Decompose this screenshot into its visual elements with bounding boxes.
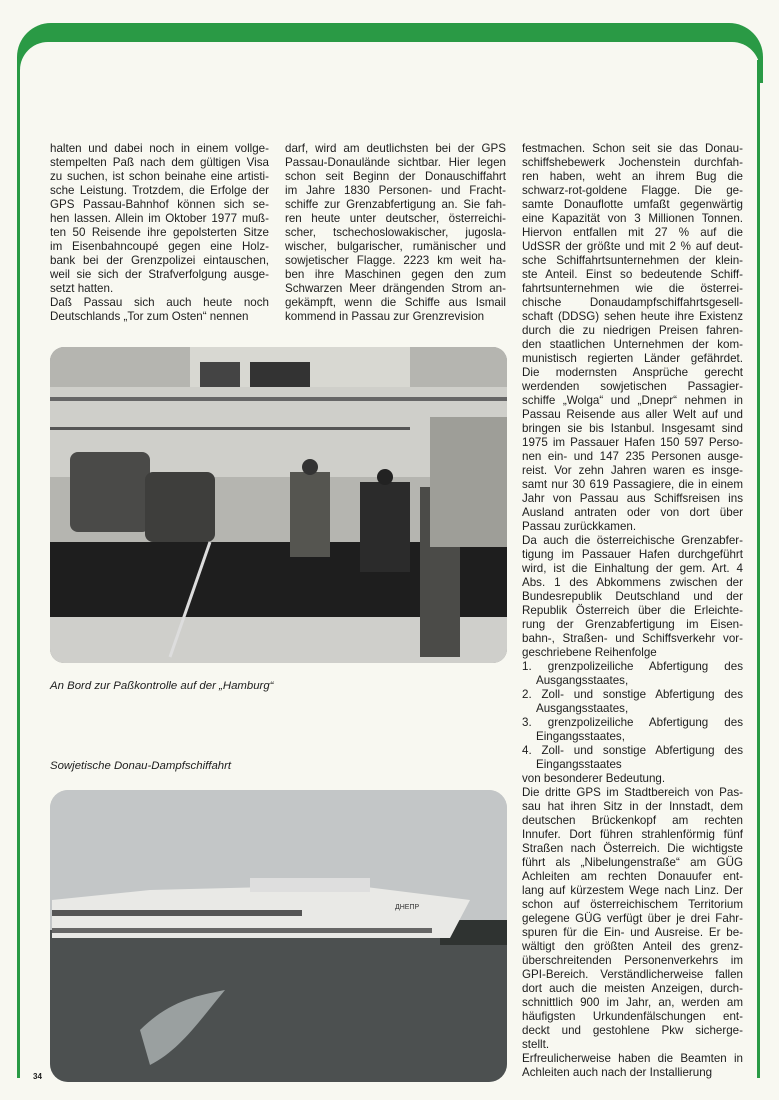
text-line: Schwarzen Meer drängenden Strom an- (285, 282, 506, 295)
text-line: eine Kapazität von 3 Millionen Tonnen. (522, 212, 743, 225)
text-line: im Jahre 1830 Personen- und Fracht- (285, 184, 506, 197)
text-line: darf, wird am deutlichsten bei der GPS (285, 142, 506, 155)
text-line: ste Anteil. Einst so bedeutende Schiff- (522, 268, 743, 281)
photo-passport-control-hamburg (50, 347, 507, 663)
text-line: Eingangsstaates (536, 758, 622, 771)
text-line: samte Donauflotte umfaßt gegenwärtig (522, 198, 743, 211)
text-line: ren haben, weht an ihrem Bug die (522, 170, 743, 183)
text-line: ben ihre Maschinen gegen den zum (285, 268, 506, 281)
text-line: im Eisenbahncoupé gegen eine Holz- (50, 240, 269, 253)
text-line: Jahr von Passau aus Schiffsreisen ins (522, 492, 743, 505)
text-line: den staatlichen Unternehmen der kom- (522, 338, 743, 351)
text-line: sowjetischer Flagge. 2223 km weit ha- (285, 254, 506, 267)
text-line: gelegene GÜG verfügt über je drei Fahr- (522, 912, 743, 925)
text-line: Ausgangsstaates, (536, 702, 629, 715)
text-line: führt als „Nibelungenstraße“ am GÜG (522, 856, 743, 869)
text-line: schaft (DDSG) sehen heute ihre Existenz (522, 310, 743, 323)
text-line: Straßen nach Österreich. Die wichtigste (522, 842, 743, 855)
text-line: Passau zurückkamen. (522, 520, 637, 533)
text-line: schwarz-rot-goldene Flagge. Die ge- (522, 184, 743, 197)
text-line: Die modernsten Ansprüche gerecht (522, 366, 743, 379)
text-line: zu suchen, ist schon beinahe eine artisti- (50, 170, 269, 183)
text-line: nen ein- und 147 235 Personen ausge- (522, 450, 743, 463)
text-line: 2. Zoll- und sonstige Abfertigung des (522, 688, 743, 701)
text-line: Daß Passau sich auch heute noch (50, 296, 269, 309)
text-line: gekämpft, wenn die Schiffe aus Ismail (285, 296, 506, 309)
text-line: Abs. 1 des Abkommens zwischen der (522, 576, 743, 589)
text-line: deckt und gestohlene Pkw sicherge- (522, 1024, 743, 1037)
text-line: halten und dabei noch in einem vollge- (50, 142, 269, 155)
text-column-3 (522, 142, 743, 1080)
page-number: 34 (33, 1072, 42, 1081)
text-line: dort auch die meisten Anzeigen, durch- (522, 982, 743, 995)
text-line: kommend in Passau zur Grenzrevision (285, 310, 485, 323)
text-line: scher, tschechoslowakischer, jugosla- (285, 226, 506, 239)
text-line: Achleiten auch nach der Installierung (522, 1066, 713, 1079)
text-line: Bundesrepublik Deutschland und der (522, 590, 743, 603)
text-line: samt nur 30 619 Passagiere, die in einem (522, 478, 743, 491)
text-line: rung der Grenzabfertigung im Eisen- (522, 618, 743, 631)
text-line: Da auch die österreichische Grenzabfer- (522, 534, 743, 547)
text-line: werdenden sowjetischen Passagier- (522, 380, 743, 393)
text-line: geschriebene Reihenfolge (522, 646, 657, 659)
text-line: wird, ist die Einhaltung der gem. Art. 4 (522, 562, 743, 575)
text-line: wältigt den größten Anteil des grenz- (522, 940, 743, 953)
text-line: munistisch regierten Länder gefährdet. (522, 352, 743, 365)
text-line: stempelten Paß nach dem gültigen Visa (50, 156, 269, 169)
frame-inner (20, 42, 760, 102)
text-line: bringen sie bis Istanbul. Insgesamt sind (522, 422, 743, 435)
text-line: schiffe „Wolga“ und „Dnepr“ nehmen in (522, 394, 743, 407)
text-column-1 (50, 142, 269, 324)
text-line: häufigsten Urkundenfälschungen ent- (522, 1010, 743, 1023)
text-line: spuren für die Ein- und Ausreise. Er be- (522, 926, 743, 939)
text-line: GPS Passau-Bahnhof können sich se- (50, 198, 269, 211)
text-line: Achleiten am rechten Donauufer ent- (522, 870, 743, 883)
text-line: wischer, bulgarischer, rumänischer und (285, 240, 506, 253)
text-line: lang auf kürzestem Wege nach Linz. Der (522, 884, 743, 897)
text-line: sche Leistung. Trotzdem, die Erfolge der (50, 184, 269, 197)
text-line: 1975 im Passauer Hafen 150 597 Perso- (522, 436, 743, 449)
green-frame-right (757, 60, 760, 1078)
text-line: Innufer. Dort führen strahlenförmig fünf (522, 828, 743, 841)
text-line: GPI-Bereich. Verständlicherweise fallen (522, 968, 743, 981)
text-line: Die dritte GPS im Stadtbereich von Pas- (522, 786, 743, 799)
photo-soviet-river-ship (50, 790, 507, 1082)
text-line: bahn-, Straßen- und Schiffsverkehr vor- (522, 632, 743, 645)
text-line: von besonderer Bedeutung. (522, 772, 666, 785)
text-line: hen lassen. Allein im Oktober 1977 muß- (50, 212, 269, 225)
photo1-caption: An Bord zur Paßkontrolle auf der „Hamburg“ (50, 680, 274, 692)
text-line: tigung im Passauer Hafen durchgeführt (522, 548, 743, 561)
text-line: Erfreulicherweise haben die Beamten in (522, 1052, 743, 1065)
text-line: schiffshebewerk Jochenstein durchfah- (522, 156, 743, 169)
text-line: Passau-Donaulände sichtbar. Hier legen (285, 156, 506, 169)
text-line: schnittlich 900 im Jahr, an, werden am (522, 996, 743, 1009)
text-line: weil sie sich der Strafverfolgung ausge- (50, 268, 269, 281)
ship-name: ДНЕПР (395, 904, 420, 911)
text-line: Hiervon entfallen mit 27 % auf die (522, 226, 743, 239)
text-line: 4. Zoll- und sonstige Abfertigung des (522, 744, 743, 757)
text-line: 3. grenzpolizeiliche Abfertigung des (522, 716, 743, 729)
text-line: UdSSR der größte und mit 2 % auf deut- (522, 240, 743, 253)
text-line: überschreitenden Personenverkehrs im (522, 954, 743, 967)
text-line: Republik Österreich über die Erleichte- (522, 604, 743, 617)
text-line: reist. Vor zehn Jahren waren es insge- (522, 464, 743, 477)
text-line: ten 50 Reisende ihre gepolsterten Sitze (50, 226, 269, 239)
text-line: Deutschlands „Tor zum Osten“ nennen (50, 310, 249, 323)
photo2-caption: Sowjetische Donau-Dampfschiffahrt (50, 760, 232, 772)
text-line: Ausland antraten oder von dort über (522, 506, 743, 519)
text-line: fahrtsunternehmen wie die österrei- (522, 282, 743, 295)
text-line: sau hat ihren Sitz in der Innstadt, dem (522, 800, 743, 813)
text-line: schon auf österreichischem Territorium (522, 898, 743, 911)
text-line: durch die zu niedrigen Preisen fahren- (522, 324, 743, 337)
text-line: deutschen Brückenkopf am rechten (522, 814, 743, 827)
text-line: 1. grenzpolizeiliche Abfertigung des (522, 660, 743, 673)
text-line: setzt hatten. (50, 282, 114, 295)
green-frame-left (17, 60, 20, 1078)
text-line: Ausgangsstaates, (536, 674, 629, 687)
text-line: stellt. (522, 1038, 550, 1051)
text-line: ren heute unter deutscher, österreichi- (285, 212, 506, 225)
text-line: chische Donaudampfschiffahrtsgesell- (522, 296, 743, 309)
text-line: festmachen. Schon seit sie das Donau- (522, 142, 743, 155)
text-line: sche Schiffahrtsunternehmen der klein- (522, 254, 743, 267)
text-line: bank bei der Grenzpolizei eintauschen, (50, 254, 269, 267)
text-line: schiffe zur Grenzabfertigung an. Sie fah- (285, 198, 506, 211)
text-line: Passau Reisende aus aller Welt auf und (522, 408, 743, 421)
text-column-2 (285, 142, 506, 324)
text-line: Eingangsstaates, (536, 730, 625, 743)
text-line: schon seit Beginn der Donauschiffahrt (285, 170, 506, 183)
